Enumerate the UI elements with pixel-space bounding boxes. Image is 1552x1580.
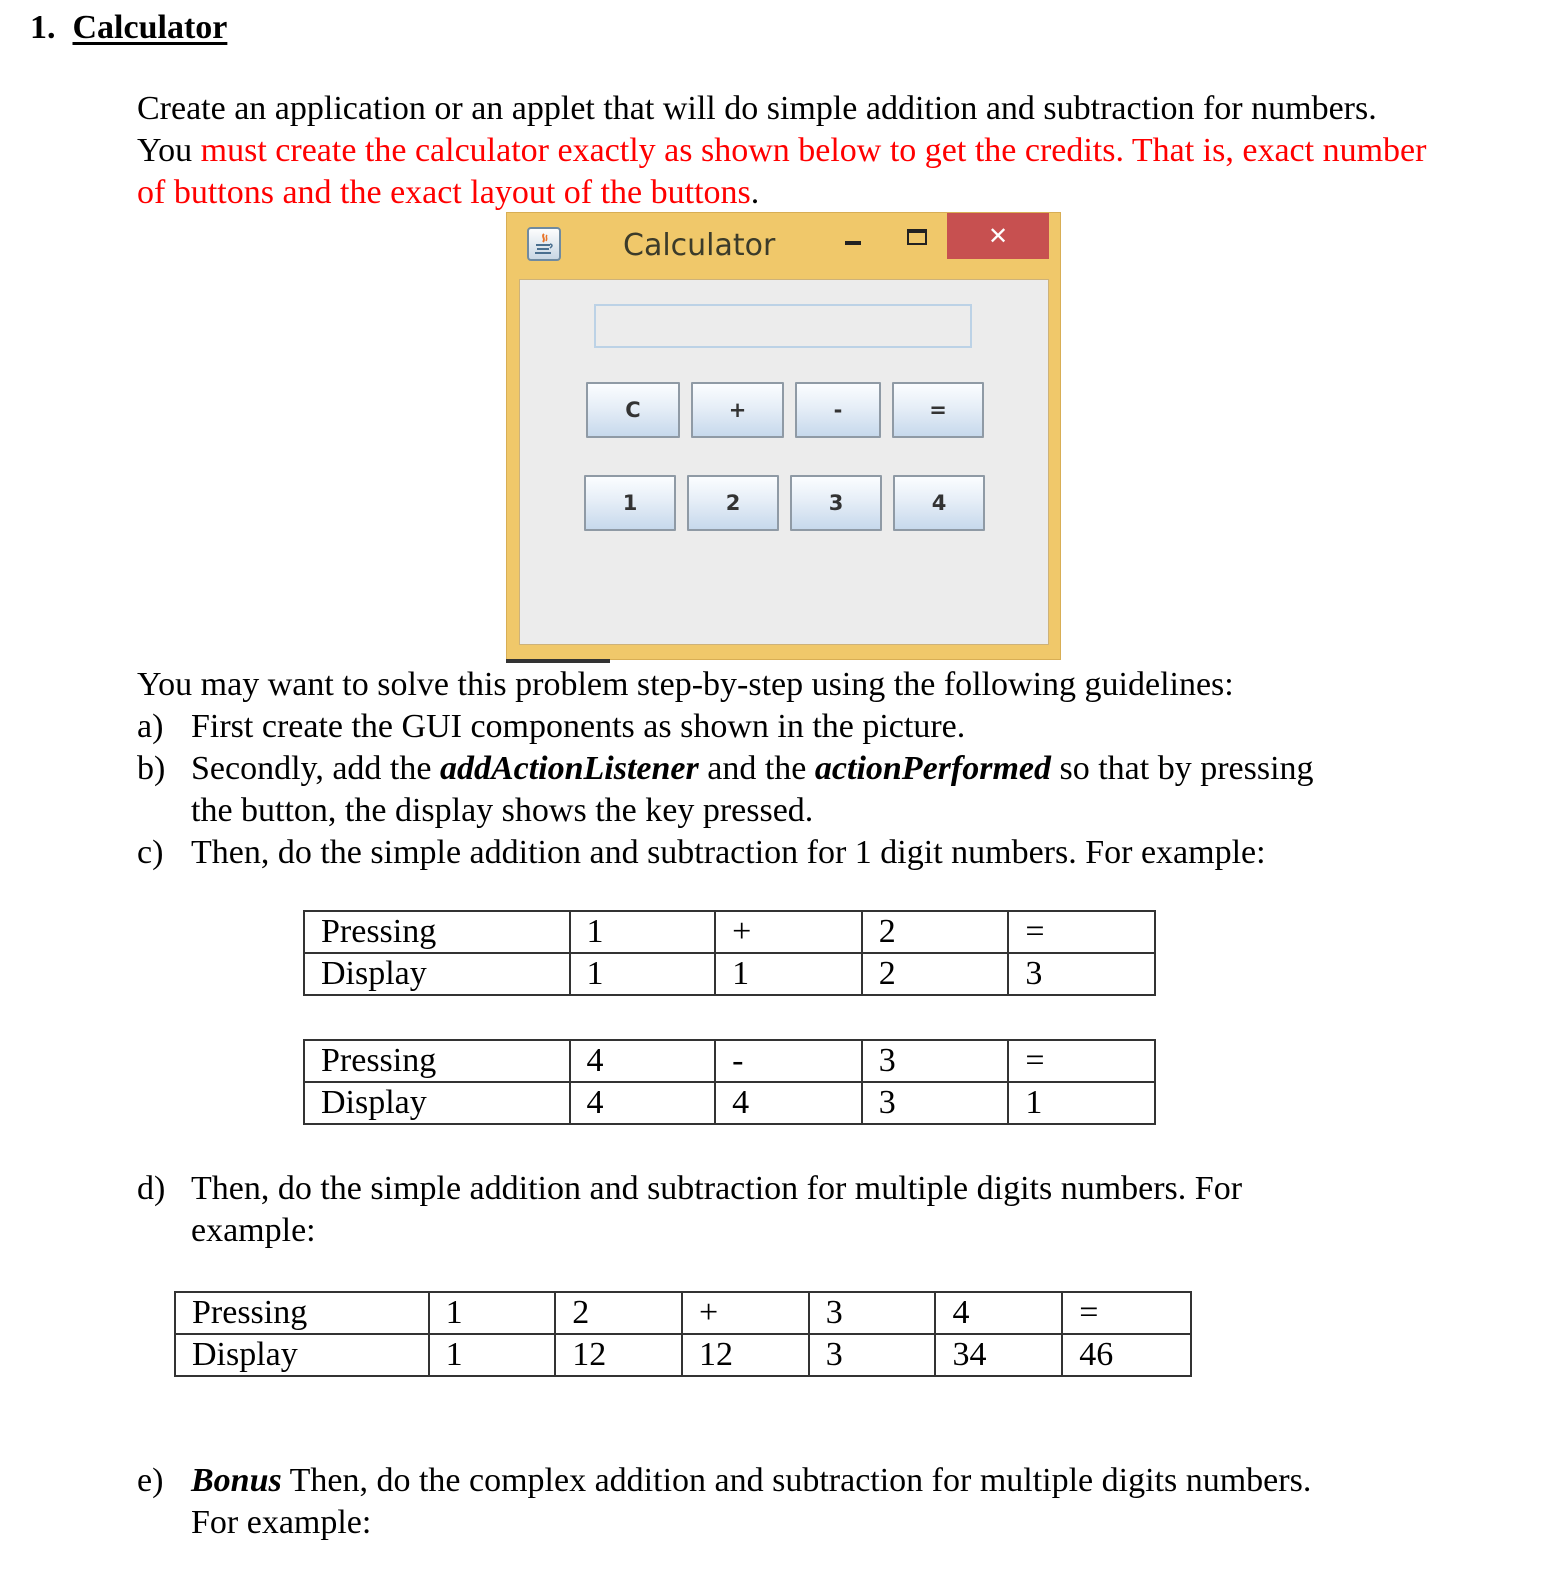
table-row xyxy=(304,1082,1155,1124)
table-cell: 1 xyxy=(429,1334,556,1376)
window-title: Calculator xyxy=(623,228,776,263)
table-cell: = xyxy=(1008,1040,1155,1082)
intro-period: . xyxy=(750,174,760,211)
guideline-e-continued: For example: xyxy=(191,1504,372,1541)
table-cell: 2 xyxy=(862,911,1009,953)
intro-paragraph xyxy=(137,88,1437,214)
table-cell: 46 xyxy=(1062,1334,1191,1376)
intro-text: Create an application or an applet that will do simple addition and subtraction for numbers. You xyxy=(137,90,1377,169)
table-row xyxy=(175,1334,1191,1376)
table-cell: = xyxy=(1062,1292,1191,1334)
guideline-d xyxy=(137,1168,1437,1252)
guideline-b-continued: the button, the display shows the key pressed. xyxy=(191,792,814,829)
minimize-icon[interactable] xyxy=(845,241,861,245)
table-cell: 4 xyxy=(570,1082,716,1124)
example-table-2 xyxy=(303,1039,1156,1125)
table-cell: + xyxy=(715,911,862,953)
guideline-b xyxy=(137,748,1437,790)
table-cell: 34 xyxy=(935,1334,1062,1376)
table-cell: Display xyxy=(304,1082,570,1124)
clear-button[interactable]: C xyxy=(586,382,680,438)
table-cell: 12 xyxy=(682,1334,809,1376)
table-cell: 3 xyxy=(809,1292,936,1334)
minus-button[interactable]: - xyxy=(795,382,881,438)
table-cell: Pressing xyxy=(304,1040,570,1082)
java-coffee-cup-icon xyxy=(527,227,561,261)
guideline-e-text: Then, do the complex addition and subtraction for multiple digits numbers. xyxy=(281,1462,1312,1499)
section-title: Calculator xyxy=(72,9,228,46)
guideline-b-post: so that by pressing xyxy=(1050,750,1314,787)
table-cell: Display xyxy=(175,1334,429,1376)
plus-button[interactable]: + xyxy=(691,382,784,438)
guideline-b-mid: and the xyxy=(698,750,815,787)
guideline-c-label: c) xyxy=(137,834,164,871)
intro-requirement-text: must create the calculator exactly as shown below to get the credits. That is, exact number of buttons and the exact layout of the buttons xyxy=(137,132,1427,211)
table-cell: 3 xyxy=(809,1334,936,1376)
guideline-b-pre: Secondly, add the xyxy=(191,750,440,787)
guidelines xyxy=(137,664,1437,874)
table-cell: 4 xyxy=(715,1082,862,1124)
table-cell: 1 xyxy=(429,1292,556,1334)
table-cell: 1 xyxy=(715,953,862,995)
calculator-window xyxy=(506,212,1061,660)
table-row xyxy=(304,953,1155,995)
equals-button[interactable]: = xyxy=(892,382,984,438)
guideline-d-label: d) xyxy=(137,1170,166,1207)
guideline-d-line xyxy=(137,1168,1437,1210)
digit-1-button[interactable]: 1 xyxy=(584,475,676,531)
calculator-display-field[interactable] xyxy=(594,304,972,348)
table-cell: 3 xyxy=(862,1040,1009,1082)
calculator-content-pane xyxy=(519,279,1049,645)
guideline-e-label: e) xyxy=(137,1462,164,1499)
table-cell: 12 xyxy=(555,1334,682,1376)
section-heading xyxy=(30,6,227,50)
guideline-a xyxy=(137,706,1437,748)
guideline-d-text: Then, do the simple addition and subtraction for multiple digits numbers. For xyxy=(191,1170,1243,1207)
table-cell: Pressing xyxy=(175,1292,429,1334)
guideline-d-continued: example: xyxy=(191,1212,316,1249)
digit-4-button[interactable]: 4 xyxy=(893,475,985,531)
guidelines-intro: You may want to solve this problem step-by-step using the following guidelines: xyxy=(137,666,1234,703)
guideline-b-method-2: actionPerformed xyxy=(814,750,1051,787)
guideline-c xyxy=(137,832,1437,874)
digit-2-button[interactable]: 2 xyxy=(687,475,779,531)
table-cell: Display xyxy=(304,953,570,995)
table-cell: 1 xyxy=(1008,1082,1155,1124)
digit-3-button[interactable]: 3 xyxy=(790,475,882,531)
table-row xyxy=(175,1292,1191,1334)
guideline-e xyxy=(137,1460,1437,1544)
guideline-a-label: a) xyxy=(137,708,164,745)
example-table-1 xyxy=(303,910,1156,996)
table-cell: + xyxy=(682,1292,809,1334)
guideline-b-label: b) xyxy=(137,750,166,787)
close-button[interactable]: ✕ xyxy=(947,213,1049,259)
guideline-e-bonus: Bonus xyxy=(191,1462,282,1499)
guideline-a-text: First create the GUI components as shown in the picture. xyxy=(191,708,966,745)
table-row xyxy=(304,911,1155,953)
guideline-e-line xyxy=(137,1460,1437,1502)
table-cell: - xyxy=(715,1040,862,1082)
table-cell: 4 xyxy=(570,1040,716,1082)
table-cell: Pressing xyxy=(304,911,570,953)
table-cell: = xyxy=(1008,911,1155,953)
window-edge-divider xyxy=(506,659,610,663)
table-cell: 3 xyxy=(862,1082,1009,1124)
section-number: 1. xyxy=(30,9,56,46)
guideline-c-text: Then, do the simple addition and subtraction for 1 digit numbers. For example: xyxy=(191,834,1266,871)
table-cell: 1 xyxy=(570,953,716,995)
guideline-b-method-1: addActionListener xyxy=(439,750,699,787)
table-cell: 2 xyxy=(862,953,1009,995)
table-cell: 1 xyxy=(570,911,716,953)
table-row xyxy=(304,1040,1155,1082)
example-table-3 xyxy=(174,1291,1192,1377)
maximize-icon[interactable] xyxy=(907,229,927,245)
table-cell: 3 xyxy=(1008,953,1155,995)
table-cell: 4 xyxy=(935,1292,1062,1334)
table-cell: 2 xyxy=(555,1292,682,1334)
